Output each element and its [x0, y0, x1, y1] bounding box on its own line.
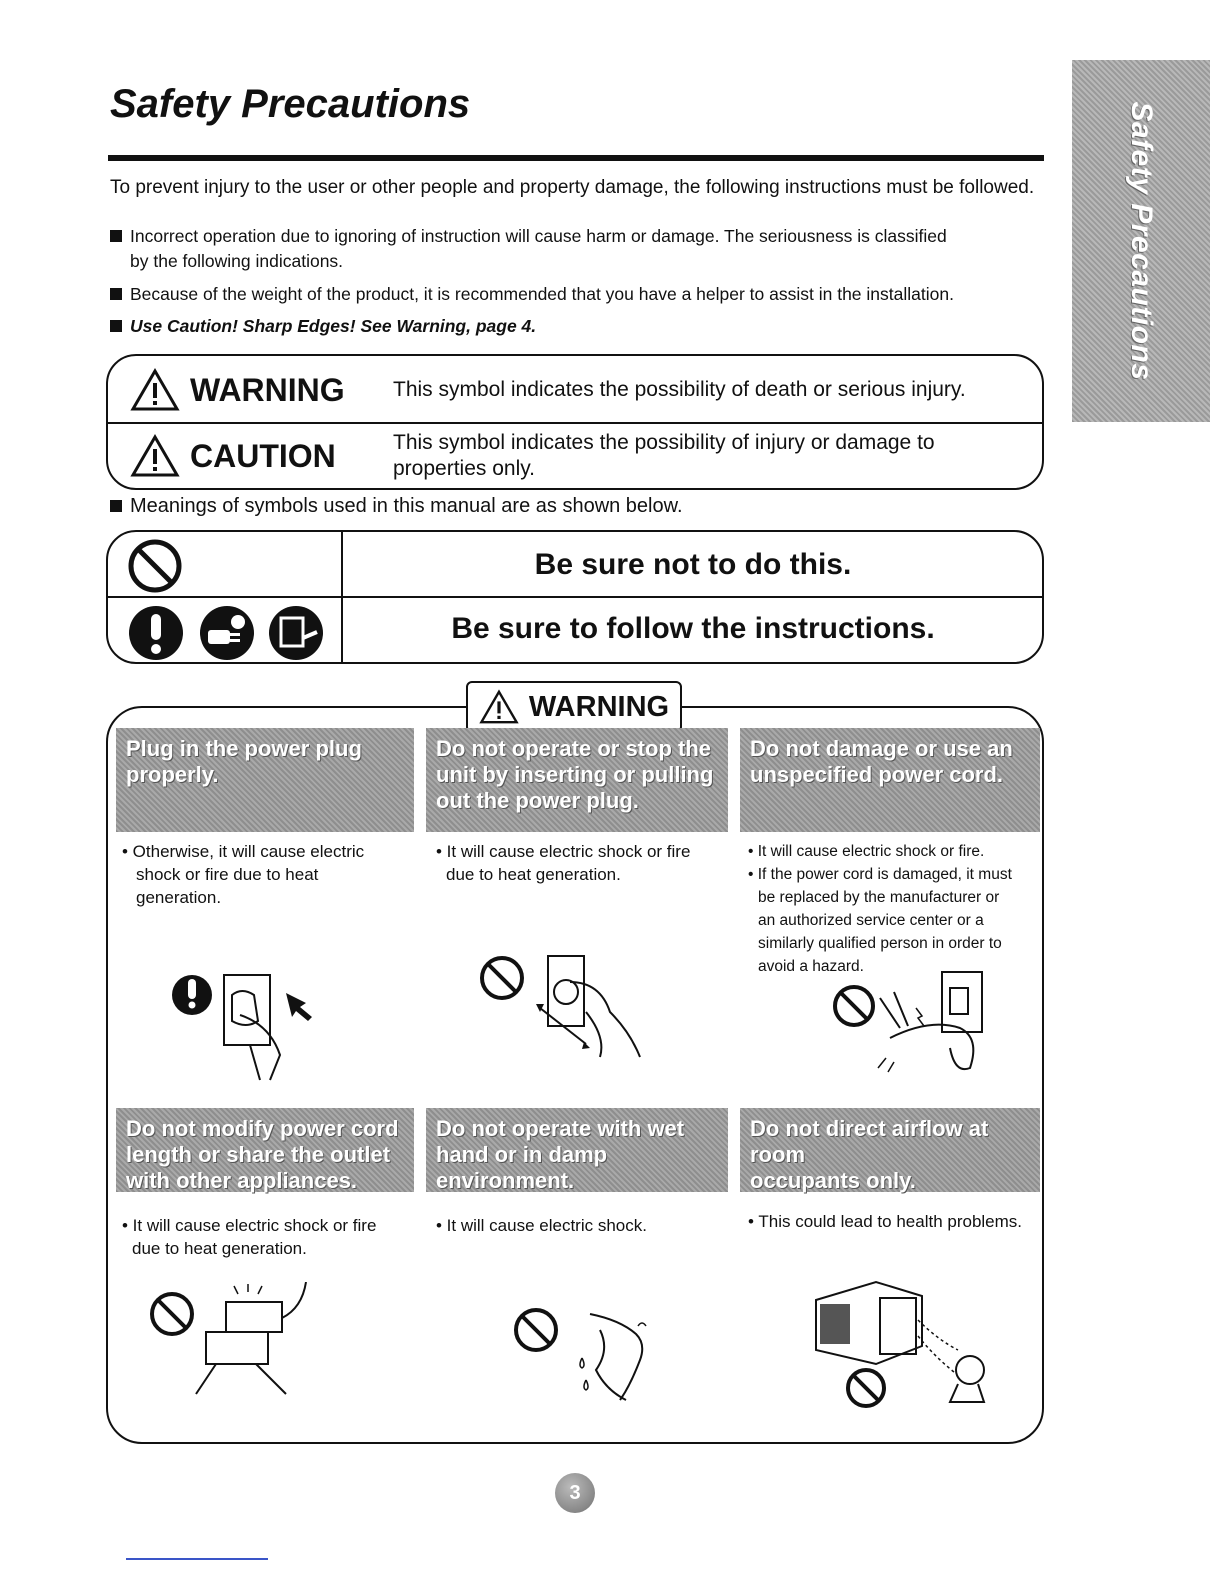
card-desc-power-plug: • It will cause electric shock or fire due to heat generation. [436, 842, 691, 884]
side-tab [1072, 60, 1210, 422]
plug-in-illustration [170, 965, 340, 1085]
ground-icon [267, 604, 325, 662]
caution-label: CAUTION [130, 434, 336, 478]
bullet-meanings: Meanings of symbols used in this manual are as shown below. [110, 494, 1045, 519]
card-desc-plug-in: • Otherwise, it will cause electric shock or fire due to heat generation. [122, 842, 365, 907]
unplug-icon [198, 604, 256, 662]
mandatory-icon [127, 604, 185, 662]
warning-label: WARNING [130, 368, 345, 412]
card-header-cord-length: Do not modify power cord length or share the outlet with other appliances. [116, 1108, 414, 1192]
footer-rule [126, 1558, 268, 1560]
bullet-square-icon [110, 230, 122, 242]
warning-triangle-icon [479, 689, 519, 725]
airflow-illustration [810, 1280, 1000, 1410]
card-header-plug-in: Plug in the power plug properly. [116, 728, 414, 832]
card-desc-cord-length: • It will cause electric shock or fire due to heat generation. [122, 1216, 377, 1258]
cord-length-illustration [146, 1282, 326, 1408]
warning-description: This symbol indicates the possibility of death or serious injury. [393, 378, 966, 401]
power-cord-illustration [830, 968, 990, 1076]
warning-section-badge: WARNING [466, 681, 682, 733]
prohibition-icon [127, 538, 183, 594]
bullet-helper: Because of the weight of the product, it is recommended that you have a helper to assist in the installation. [110, 282, 1045, 307]
prohibit-meaning: Be sure not to do this. [534, 548, 852, 581]
card-header-airflow: Do not direct airflow at room occupants only. [740, 1108, 1040, 1192]
power-plug-illustration [476, 952, 676, 1062]
bullet-square-icon [110, 500, 122, 512]
card-desc-power-cord: • It will cause electric shock or fire. • If the power cord is damaged, it must be replaced by the manufacturer or an authorized service center or a similarly qualified person in order to avoid a hazard. [748, 843, 1012, 975]
follow-meaning: Be sure to follow the instructions. [451, 612, 935, 645]
card-desc-wet-hand: • It will cause electric shock. [436, 1216, 647, 1235]
signal-divider [106, 422, 1044, 424]
page-title: Safety Precautions [110, 82, 471, 126]
warning-triangle-icon [130, 368, 180, 412]
card-header-wet-hand: Do not operate with wet hand or in damp environment. [426, 1108, 728, 1192]
card-header-power-cord: Do not damage or use an unspecified power cord. [740, 728, 1040, 832]
card-desc-airflow: • This could lead to health problems. [748, 1212, 1023, 1231]
bullet-sharp-edges: Use Caution! Sharp Edges! See Warning, page 4. [110, 314, 1045, 339]
side-tab-label: Safety Precautions [1125, 101, 1158, 381]
intro-text: To prevent injury to the user or other people and property damage, the following instructions must be followed. [110, 177, 1035, 198]
bullet-square-icon [110, 320, 122, 332]
title-rule [108, 155, 1044, 161]
page-number: 3 [555, 1473, 595, 1513]
wet-hand-illustration [510, 1300, 690, 1420]
bullet-square-icon [110, 288, 122, 300]
symbol-divider [106, 596, 1044, 598]
bullet-incorrect-operation: Incorrect operation due to ignoring of instruction will cause harm or damage. The seriousness is classified by the following indications. [110, 224, 1045, 274]
warning-triangle-icon [130, 434, 180, 478]
card-header-power-plug: Do not operate or stop the unit by inserting or pulling out the power plug. [426, 728, 728, 832]
caution-description: This symbol indicates the possibility of injury or damage to properties only. [393, 431, 935, 480]
